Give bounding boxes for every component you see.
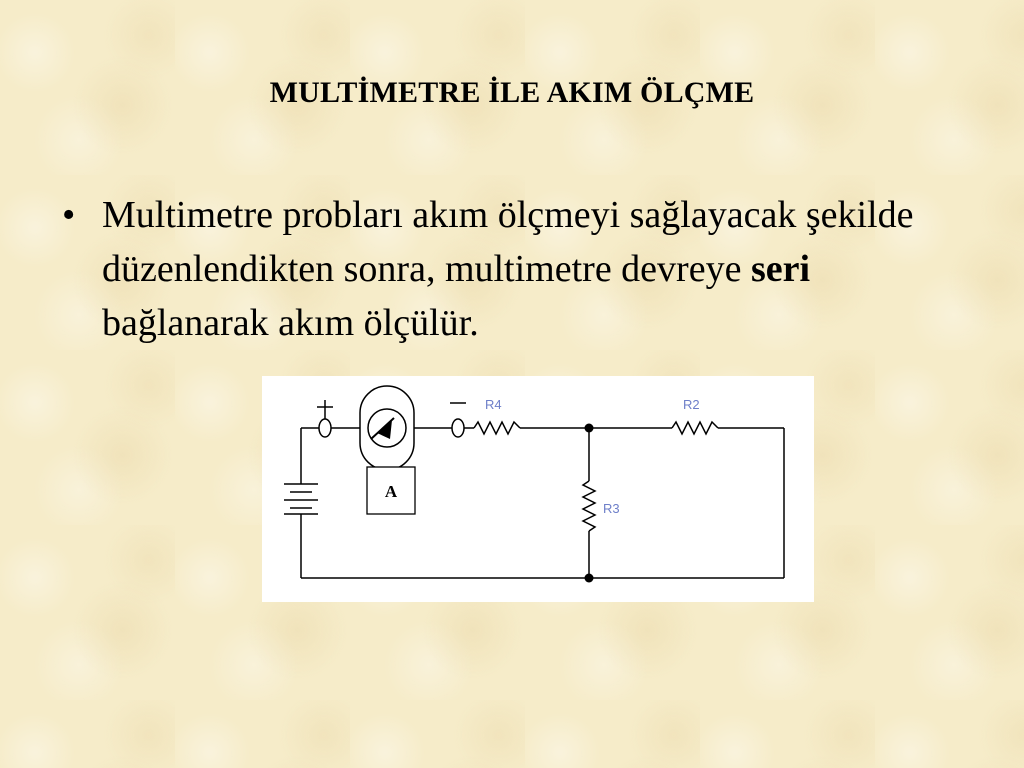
ammeter-label: A xyxy=(384,482,398,501)
bullet-text-after: bağlanarak akım ölçülür. xyxy=(102,302,479,344)
resistor-r2 xyxy=(672,422,718,434)
probe-jack-negative xyxy=(452,419,464,437)
resistor-r4 xyxy=(474,422,520,434)
bullet-item xyxy=(62,188,962,350)
probe-jack-positive xyxy=(319,419,331,437)
circuit-diagram xyxy=(262,376,814,602)
bullet-dot: • xyxy=(62,194,76,236)
junction-bottom xyxy=(585,574,594,583)
circuit-svg xyxy=(262,376,814,602)
bullet-text-before: Multimetre probları akım ölçmeyi sağlayacak şekilde düzenlendikten sonra, multimetre devreye xyxy=(102,194,914,290)
label-r2: R2 xyxy=(683,397,700,412)
bullet-text xyxy=(102,188,962,350)
junction-top xyxy=(585,424,594,433)
slide-title: MULTİMETRE İLE AKIM ÖLÇME xyxy=(269,76,755,109)
bullet-text-bold: seri xyxy=(750,248,811,290)
resistor-r3 xyxy=(583,481,595,531)
label-r3: R3 xyxy=(603,501,620,516)
label-r4: R4 xyxy=(485,397,502,412)
